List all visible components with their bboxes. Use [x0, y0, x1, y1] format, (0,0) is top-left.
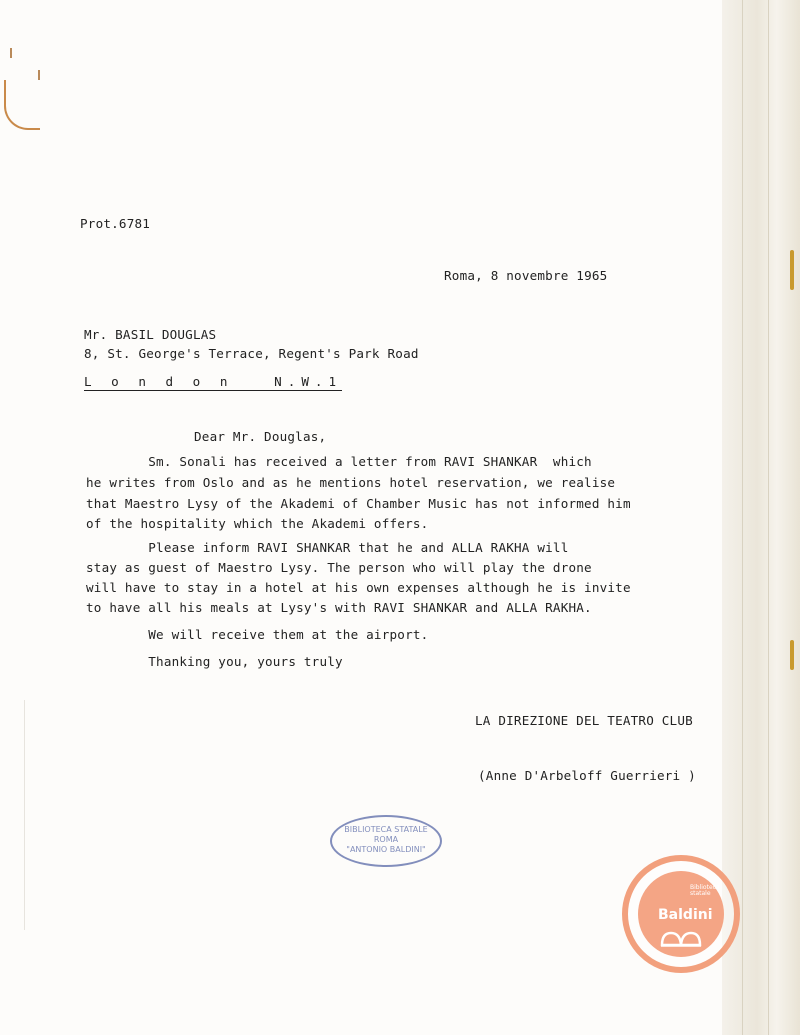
closing: Thanking you, yours truly	[86, 654, 343, 669]
paper-edge-line	[742, 0, 743, 1035]
stamp-line-3: "ANTONIO BALDINI"	[346, 845, 426, 854]
paper-stack-edge	[722, 0, 800, 1035]
edge-mark	[790, 250, 794, 290]
paragraph-2-line-4: to have all his meals at Lysy's with RAVI SHANKAR and ALLA RAKHA.	[86, 600, 592, 615]
logo-small-text: Biblioteca statale	[690, 884, 720, 897]
protocol-number: Prot.6781	[80, 216, 151, 231]
place-date: Roma, 8 novembre 1965	[444, 268, 608, 283]
paragraph-1-line-2: he writes from Oslo and as he mentions hotel reservation, we realise	[86, 475, 616, 490]
paragraph-1-line-1: Sm. Sonali has received a letter from RAVI SHANKAR which	[86, 454, 592, 469]
recipient-address: 8, St. George's Terrace, Regent's Park Road	[84, 346, 419, 361]
logo-wordmark: Baldini	[658, 907, 713, 923]
logo-disc	[638, 871, 724, 957]
staple-mark	[38, 70, 40, 80]
library-stamp	[330, 815, 442, 867]
faint-crease	[24, 700, 25, 930]
signature-name: (Anne D'Arbeloff Guerrieri )	[478, 768, 696, 783]
paper-edge-line	[768, 0, 769, 1035]
stamp-line-2: ROMA	[373, 835, 399, 844]
salutation: Dear Mr. Douglas,	[194, 429, 327, 444]
paragraph-1-line-4: of the hospitality which the Akademi offers.	[86, 516, 429, 531]
paragraph-2-line-1: Please inform RAVI SHANKAR that he and ALLA RAKHA will	[86, 540, 569, 555]
binding-hole-mark	[4, 80, 40, 130]
paragraph-2-line-3: will have to stay in a hotel at his own expenses although he is invite	[86, 580, 631, 595]
baldini-logo	[622, 855, 740, 973]
open-book-icon	[660, 929, 702, 947]
recipient-city: L o n d o n N.W.1	[84, 374, 343, 389]
stamp-line-1: BIBLIOTECA STATALE	[344, 825, 428, 834]
edge-mark	[790, 640, 794, 670]
staple-mark	[10, 48, 12, 58]
paragraph-2-line-2: stay as guest of Maestro Lysy. The person who will play the drone	[86, 560, 592, 575]
signature-organization: LA DIREZIONE DEL TEATRO CLUB	[475, 713, 693, 728]
recipient-name: Mr. BASIL DOUGLAS	[84, 327, 217, 342]
paragraph-3: We will receive them at the airport.	[86, 627, 429, 642]
paragraph-1-line-3: that Maestro Lysy of the Akademi of Chamber Music has not informed him	[86, 496, 631, 511]
